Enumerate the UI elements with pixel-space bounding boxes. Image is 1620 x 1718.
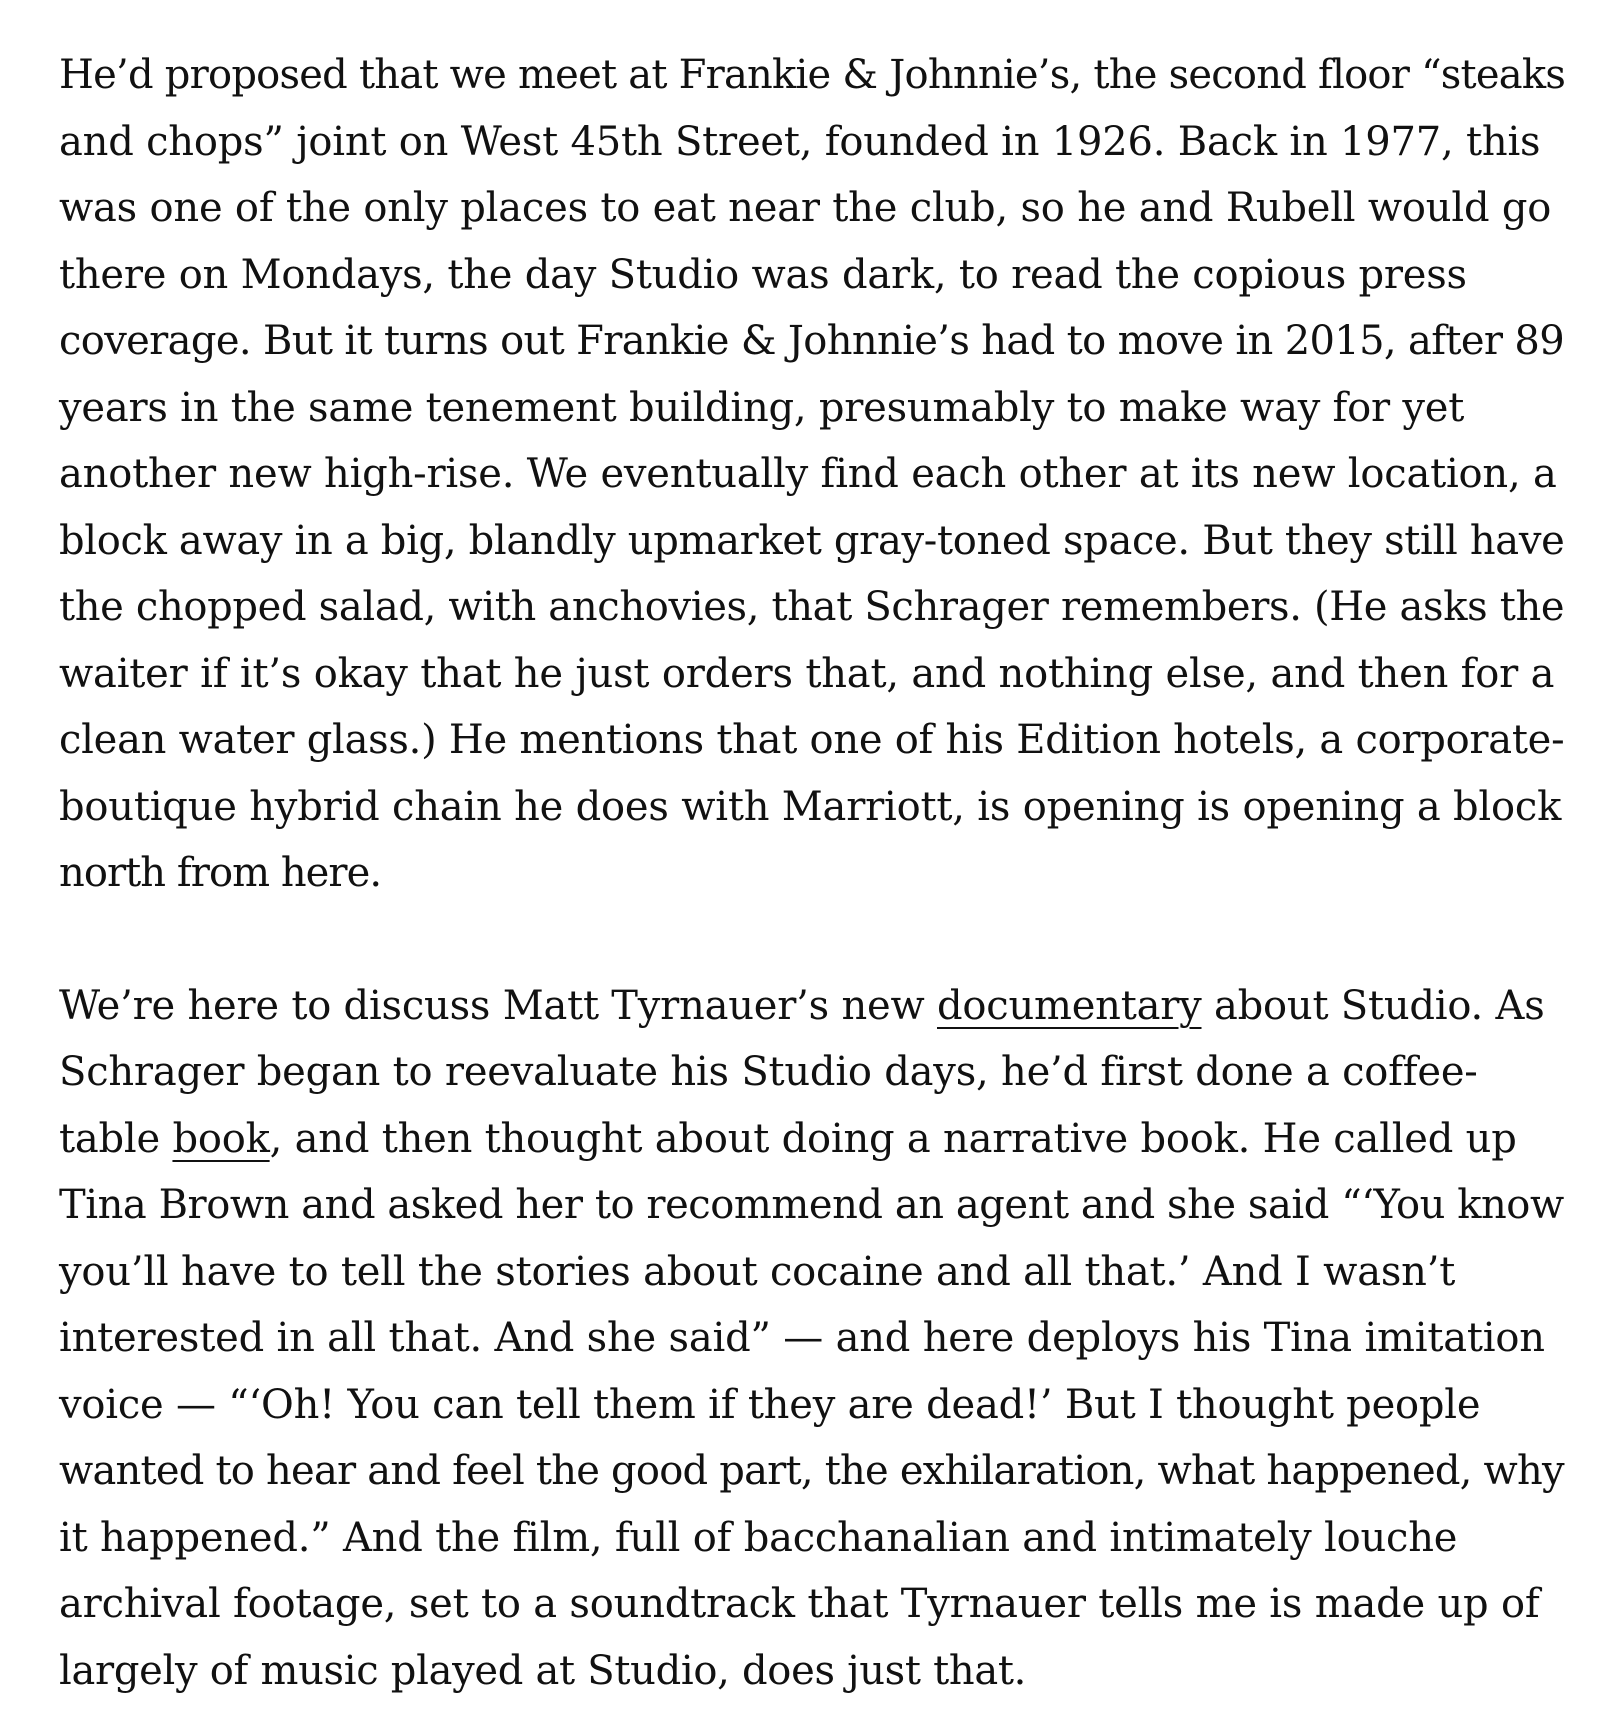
text-line (59, 42, 1579, 109)
text-line (59, 1305, 1579, 1372)
documentary-link[interactable]: documentary (937, 982, 1202, 1029)
book-link[interactable]: book (172, 1115, 270, 1162)
text-run: the chopped salad, with anchovies, that Schrager remembers. (He asks the (59, 584, 1565, 630)
text-run: years in the same tenement building, presumably to make way for yet (59, 384, 1465, 431)
text-run: block away in a big, blandly upmarket gray-toned space. But they still have (59, 517, 1565, 564)
text-line (59, 1106, 1579, 1173)
text-run: , and then thought about doing a narrative book. He called up (269, 1115, 1517, 1162)
text-run: He’d proposed that we meet at Frankie & Johnnie’s, the second floor “steaks (59, 52, 1566, 98)
text-line (59, 574, 1579, 641)
text-run: voice — “‘Oh! You can tell them if they are dead!’ But I thought people (59, 1381, 1481, 1428)
text-line (59, 840, 1579, 907)
text-run: north from here. (59, 850, 382, 896)
text-run: table (59, 1115, 173, 1162)
text-line (59, 1571, 1579, 1638)
text-run: and chops” joint on West 45th Street, founded in 1926. Back in 1977, this (59, 118, 1541, 165)
paragraph-restaurant (59, 42, 1579, 907)
text-run: waiter if it’s okay that he just orders that, and nothing else, and then for a (59, 650, 1555, 697)
text-line (59, 508, 1579, 575)
text-run: largely of music played at Studio, does just that. (59, 1647, 1027, 1694)
text-run: was one of the only places to eat near the club, so he and Rubell would go (59, 185, 1552, 231)
text-run: wanted to hear and feel the good part, the exhilaration, what happened, why (59, 1448, 1564, 1494)
text-run: archival footage, set to a soundtrack that Tyrnauer tells me is made up of (59, 1581, 1540, 1627)
text-run: there on Mondays, the day Studio was dark, to read the copious press (59, 251, 1467, 298)
paragraph-documentary (59, 973, 1579, 1705)
text-run: interested in all that. And she said” — and here deploys his Tina imitation (59, 1315, 1545, 1361)
text-run: We’re here to discuss Matt Tyrnauer’s new (59, 982, 937, 1029)
text-line (59, 641, 1579, 708)
text-run: boutique hybrid chain he does with Marriott, is opening is opening a block (59, 783, 1562, 830)
text-run: another new high-rise. We eventually find each other at its new location, a (59, 451, 1557, 497)
article-body (59, 42, 1579, 1704)
text-line (59, 109, 1579, 176)
text-run: Tina Brown and asked her to recommend an agent and she said “‘You know (59, 1182, 1564, 1228)
text-run: coverage. But it turns out Frankie & Johnnie’s had to move in 2015, after 89 (59, 318, 1565, 364)
text-line (59, 774, 1579, 841)
text-line (59, 707, 1579, 774)
text-line (59, 1438, 1579, 1505)
text-line (59, 242, 1579, 309)
text-line (59, 973, 1579, 1040)
text-line (59, 175, 1579, 242)
text-line (59, 1172, 1579, 1239)
text-run: about Studio. As (1201, 982, 1545, 1029)
text-run: Schrager began to reevaluate his Studio days, he’d first done a coffee- (59, 1049, 1478, 1095)
text-line (59, 1039, 1579, 1106)
text-run: it happened.” And the film, full of bacchanalian and intimately louche (59, 1514, 1458, 1561)
text-line (59, 1638, 1579, 1705)
text-run: you’ll have to tell the stories about cocaine and all that.’ And I wasn’t (59, 1248, 1456, 1295)
text-line (59, 1505, 1579, 1572)
text-line (59, 375, 1579, 442)
text-line (59, 1372, 1579, 1439)
text-line (59, 1239, 1579, 1306)
text-line (59, 308, 1579, 375)
text-line (59, 441, 1579, 508)
text-run: clean water glass.) He mentions that one of his Edition hotels, a corporate- (59, 717, 1565, 763)
